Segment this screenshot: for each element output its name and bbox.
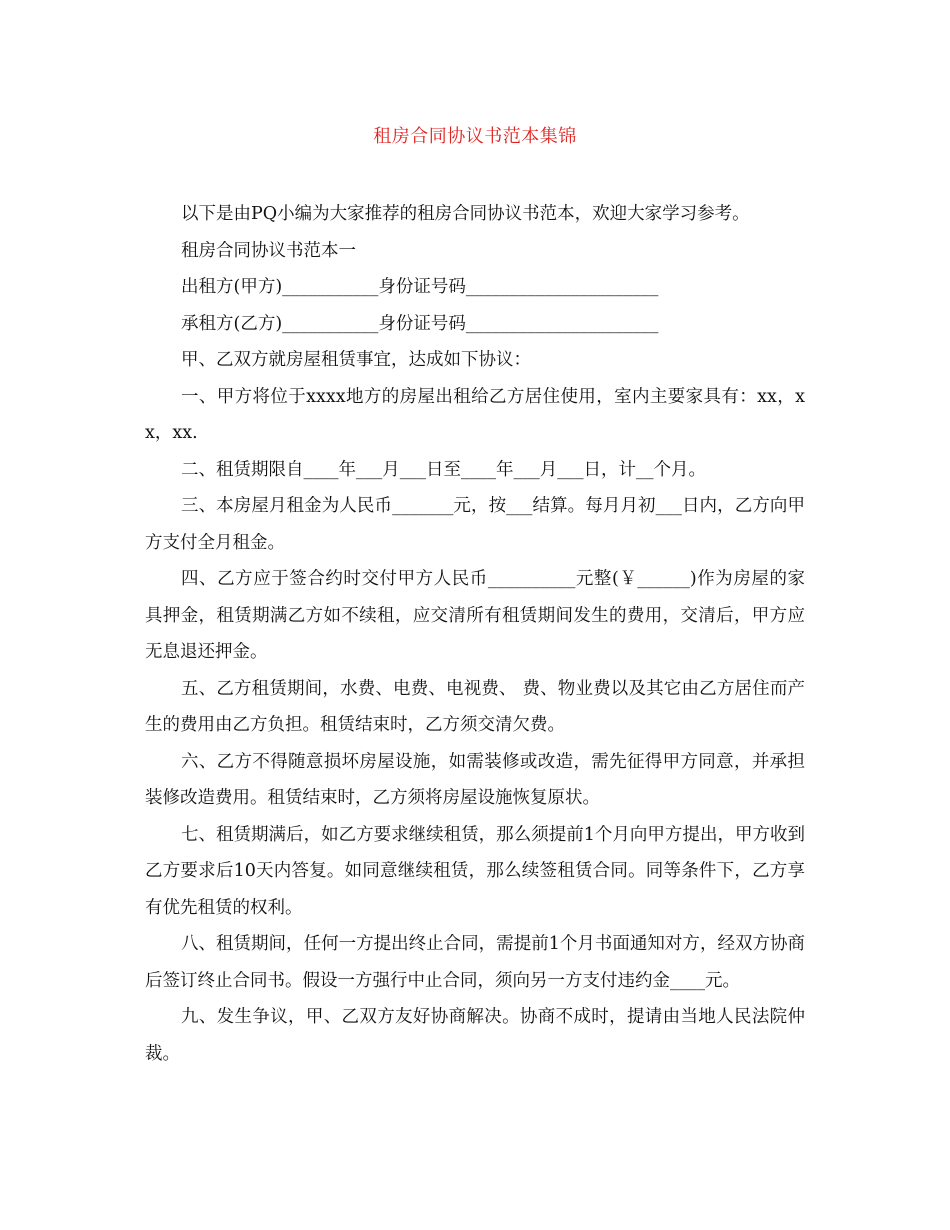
lessor-line: 出租方(甲方)___________身份证号码______________________ [181, 277, 659, 297]
clause-2: 二、租赁期限自____年___月___日至____年___月___日，计__个月。 [181, 459, 706, 480]
agreement-intro: 甲、乙双方就房屋租赁事宜，达成如下协议： [181, 350, 531, 370]
intro-paragraph: 以下是由PQ小编为大家推荐的租房合同协议书范本，欢迎大家学习参考。 [181, 204, 750, 224]
clause-4: 四、乙方应于签合约时交付甲方人民币__________元整(￥______)作为房屋的家具押金，租赁期满乙方如不续租，应交清所有租赁期间发生的费用，交清后，甲方应无息退还押金。 [145, 569, 805, 662]
clause-1: 一、甲方将位于xxxx地方的房屋出租给乙方居住使用，室内主要家具有：xx，xx，xx. [145, 386, 805, 443]
document-title: 租房合同协议书范本集锦 [373, 126, 577, 147]
clause-7: 七、租赁期满后，如乙方要求继续租赁，那么须提前1个月向甲方提出，甲方收到乙方要求后10天内答复。如同意继续租赁，那么续签租赁合同。同等条件下，乙方享有优先租赁的权利。 [145, 824, 805, 918]
clause-9: 九、发生争议，甲、乙双方友好协商解决。协商不成时，提请由当地人民法院仲裁。 [145, 1007, 805, 1064]
clause-3: 三、本房屋月租金为人民币_______元，按___结算。每月月初___日内，乙方向甲方支付全月租金。 [145, 496, 805, 553]
section-heading: 租房合同协议书范本一 [181, 240, 356, 261]
clause-6: 六、乙方不得随意损坏房屋设施，如需装修或改造，需先征得甲方同意，并承担装修改造费用。租赁结束时，乙方须将房屋设施恢复原状。 [145, 751, 805, 808]
clause-5: 五、乙方租赁期间，水费、电费、电视费、 费、物业费以及其它由乙方居住而产生的费用由乙方负担。租赁结束时，乙方须交清欠费。 [145, 678, 805, 735]
clause-8: 八、租赁期间，任何一方提出终止合同，需提前1个月书面通知对方，经双方协商后签订终止合同书。假设一方强行中止合同，须向另一方支付违约金____元。 [145, 934, 805, 991]
lessee-line: 承租方(乙方)___________身份证号码______________________ [181, 313, 659, 334]
document-body [145, 196, 805, 1072]
